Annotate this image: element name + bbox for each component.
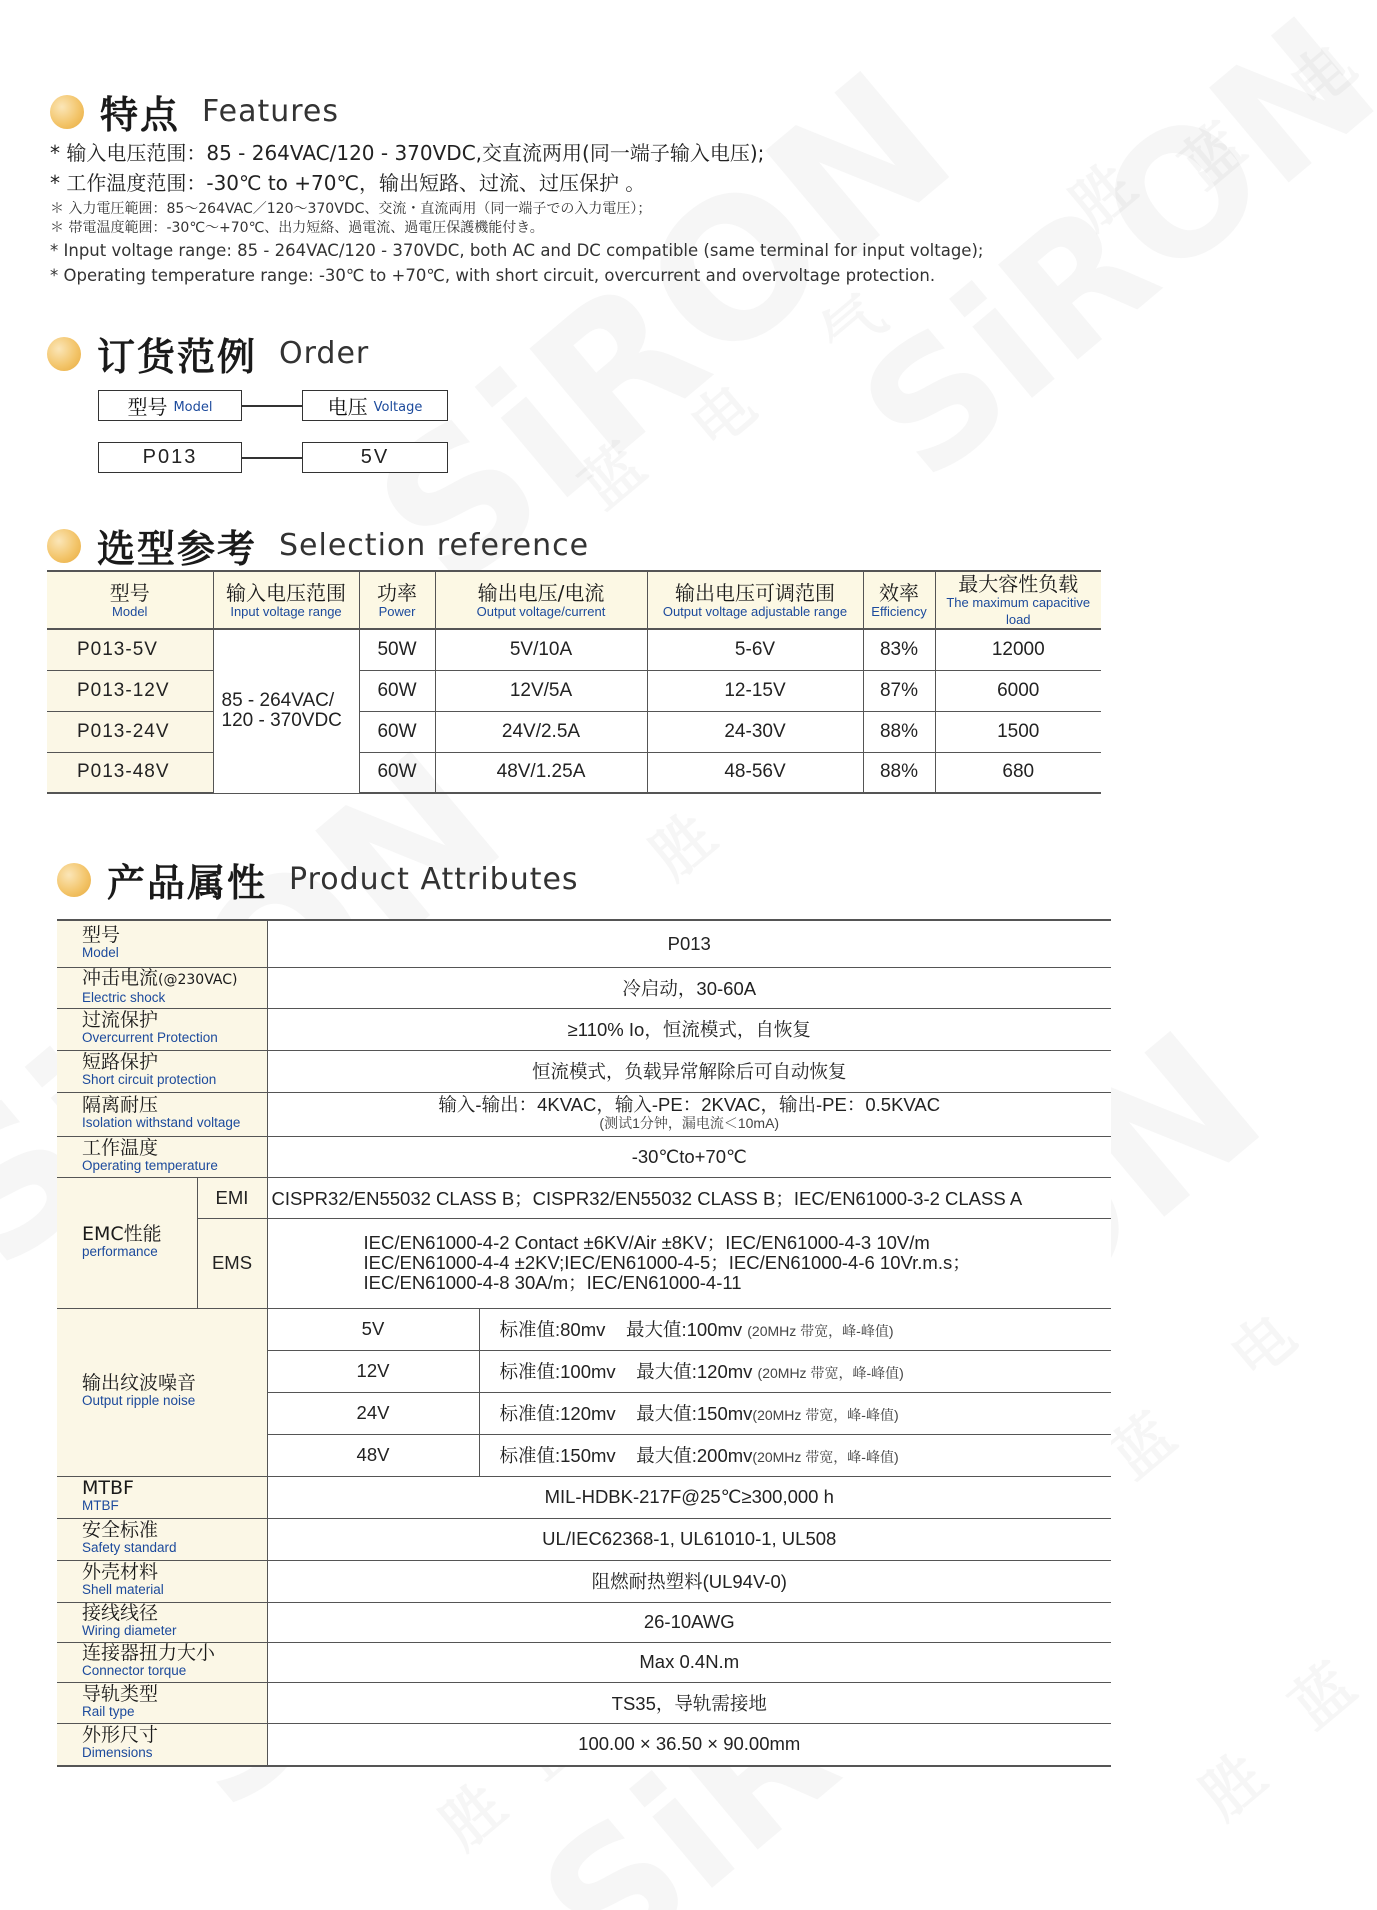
watermark-char bbox=[629, 791, 730, 895]
order-voltage-label-en: Voltage bbox=[373, 400, 423, 415]
attr-value: ≥110% Io，恒流模式，自恢复 bbox=[267, 1008, 1111, 1050]
attributes-table bbox=[57, 919, 1111, 1767]
features-heading bbox=[50, 84, 339, 139]
cell-power: 60W bbox=[359, 711, 435, 752]
cell-input-range: 85 - 264VAC/ 120 - 370VDC bbox=[213, 629, 359, 793]
feature-line: * 工作温度范围：-30℃ to +70℃，输出短路、过流、过压保护 。 bbox=[50, 171, 646, 195]
attributes-title-cn: 产品属性 bbox=[107, 861, 268, 905]
cell-model: P013-48V bbox=[47, 752, 213, 793]
section-bullet-icon bbox=[50, 95, 84, 129]
order-voltage-value-box: 5V bbox=[302, 442, 448, 473]
order-voltage-label-cn: 电压 bbox=[327, 395, 368, 419]
cell-adjust: 5-6V bbox=[647, 629, 863, 670]
cell-power: 60W bbox=[359, 670, 435, 711]
order-title-en: Order bbox=[279, 336, 370, 371]
cell-adjust: 48-56V bbox=[647, 752, 863, 793]
attr-label: 短路保护 Short circuit protection bbox=[57, 1050, 267, 1092]
cell-model: P013-24V bbox=[47, 711, 213, 752]
col-header-adjust: 输出电压可调范围 Output voltage adjustable range bbox=[647, 571, 863, 629]
cell-adjust: 24-30V bbox=[647, 711, 863, 752]
attr-row-isolation bbox=[57, 1092, 1111, 1136]
attr-row-mtbf bbox=[57, 1476, 1111, 1518]
table-row bbox=[47, 670, 1101, 711]
selection-header-row bbox=[47, 571, 1101, 629]
cell-efficiency: 87% bbox=[863, 670, 935, 711]
attr-row-dimensions bbox=[57, 1723, 1111, 1766]
attr-label: 安全标准 Safety standard bbox=[57, 1518, 267, 1560]
attr-row-temp bbox=[57, 1136, 1111, 1177]
col-header-capload: 最大容性负载 The maximum capacitive load bbox=[935, 571, 1101, 629]
cell-output: 12V/5A bbox=[435, 670, 647, 711]
ripple-values: 标准值:150mv 最大值:200mv(20MHz 带宽，峰-峰值) bbox=[479, 1434, 1111, 1476]
watermark-char bbox=[559, 421, 660, 525]
order-connector-line bbox=[242, 457, 302, 459]
ripple-values: 标准值:80mv 最大值:100mv (20MHz 带宽，峰-峰值) bbox=[479, 1308, 1111, 1350]
attributes-heading bbox=[57, 852, 579, 907]
attr-row-inrush bbox=[57, 967, 1111, 1008]
ripple-voltage: 24V bbox=[267, 1392, 479, 1434]
ripple-row bbox=[57, 1308, 1111, 1350]
watermark-char bbox=[419, 1761, 520, 1865]
ems-value: IEC/EN61000-4-2 Contact ±6KV/Air ±8KV；IEC/EN61000-4-3 10V/m IEC/EN61000-4-4 ±2KV;IEC/EN61000-4-5；IEC/EN61000-4-6 10Vr.m.s； IEC/EN61000-4-8 30A/m；IEC/EN61000-4-11 bbox=[267, 1218, 1111, 1308]
feature-line-en: * Operating temperature range: -30℃ to +70℃, with short circuit, overcurrent and overvoltage protection. bbox=[50, 266, 936, 285]
watermark-char bbox=[1269, 21, 1370, 125]
watermark-char bbox=[1269, 1641, 1370, 1745]
cell-capload: 1500 bbox=[935, 711, 1101, 752]
attr-value: 恒流模式，负载异常解除后可自动恢复 bbox=[267, 1050, 1111, 1092]
order-heading bbox=[47, 326, 369, 381]
col-header-model: 型号 Model bbox=[47, 571, 213, 629]
attr-label: 工作温度 Operating temperature bbox=[57, 1136, 267, 1177]
attr-label: 连接器扭力大小 Connector torque bbox=[57, 1642, 267, 1682]
ripple-values: 标准值:120mv 最大值:150mv(20MHz 带宽，峰-峰值) bbox=[479, 1392, 1111, 1434]
cell-output: 48V/1.25A bbox=[435, 752, 647, 793]
cell-adjust: 12-15V bbox=[647, 670, 863, 711]
order-model-value-box: P013 bbox=[98, 442, 242, 473]
attr-row-torque bbox=[57, 1642, 1111, 1682]
col-header-efficiency: 效率 Efficiency bbox=[863, 571, 935, 629]
cell-efficiency: 88% bbox=[863, 711, 935, 752]
attr-row-overcurrent bbox=[57, 1008, 1111, 1050]
order-model-label-box bbox=[98, 390, 242, 421]
attr-label: 型号 Model bbox=[57, 920, 267, 967]
cell-model: P013-12V bbox=[47, 670, 213, 711]
cell-output: 24V/2.5A bbox=[435, 711, 647, 752]
cell-efficiency: 88% bbox=[863, 752, 935, 793]
attr-value: UL/IEC62368-1, UL61010-1, UL508 bbox=[267, 1518, 1111, 1560]
attr-value: -30℃to+70℃ bbox=[267, 1136, 1111, 1177]
attr-row-model bbox=[57, 920, 1111, 967]
table-row bbox=[47, 629, 1101, 670]
features-title-en: Features bbox=[202, 94, 340, 129]
ripple-voltage: 12V bbox=[267, 1350, 479, 1392]
attr-value: Max 0.4N.m bbox=[267, 1642, 1111, 1682]
attr-value: TS35，导轨需接地 bbox=[267, 1682, 1111, 1723]
col-header-input: 输入电压范围 Input voltage range bbox=[213, 571, 359, 629]
order-connector-line bbox=[242, 405, 302, 407]
attr-label-emc: EMC性能 performance bbox=[57, 1177, 197, 1308]
order-voltage-label-box bbox=[302, 390, 448, 421]
features-title-cn: 特点 bbox=[100, 93, 181, 137]
cell-output: 5V/10A bbox=[435, 629, 647, 670]
watermark-char bbox=[1179, 1731, 1280, 1835]
attr-label: 过流保护 Overcurrent Protection bbox=[57, 1008, 267, 1050]
selection-title-en: Selection reference bbox=[279, 528, 590, 563]
feature-line-jp: ＊ 帯電温度範囲：-30℃～+70℃、出力短絡、過電流、過電圧保護機能付き。 bbox=[50, 220, 544, 236]
section-bullet-icon bbox=[47, 529, 81, 563]
feature-line: * 输入电压范围：85 - 264VAC/120 - 370VDC,交直流两用(同一端子输入电压); bbox=[50, 141, 765, 165]
order-model-label-cn: 型号 bbox=[127, 395, 168, 419]
attr-value: 冷启动，30-60A bbox=[267, 967, 1111, 1008]
attr-row-wiring bbox=[57, 1602, 1111, 1642]
attr-row-ems bbox=[57, 1218, 1111, 1308]
feature-line-en: * Input voltage range: 85 - 264VAC/120 - 370VDC, both AC and DC compatible (same terminal for input voltage); bbox=[50, 241, 984, 260]
cell-power: 50W bbox=[359, 629, 435, 670]
cell-capload: 680 bbox=[935, 752, 1101, 793]
attr-row-short bbox=[57, 1050, 1111, 1092]
selection-title-cn: 选型参考 bbox=[97, 527, 258, 571]
order-model-label-en: Model bbox=[173, 400, 213, 415]
ripple-values: 标准值:100mv 最大值:120mv (20MHz 带宽，峰-峰值) bbox=[479, 1350, 1111, 1392]
cell-power: 60W bbox=[359, 752, 435, 793]
attr-row-shell bbox=[57, 1560, 1111, 1602]
attr-row-safety bbox=[57, 1518, 1111, 1560]
attr-label: 接线线径 Wiring diameter bbox=[57, 1602, 267, 1642]
attributes-title-en: Product Attributes bbox=[289, 862, 579, 897]
watermark-char bbox=[1159, 101, 1260, 205]
ripple-voltage: 5V bbox=[267, 1308, 479, 1350]
attr-value: MIL-HDBK-217F@25℃≥300,000 h bbox=[267, 1476, 1111, 1518]
ripple-voltage: 48V bbox=[267, 1434, 479, 1476]
attr-value: 阻燃耐热塑料(UL94V-0) bbox=[267, 1560, 1111, 1602]
section-bullet-icon bbox=[47, 337, 81, 371]
attr-label: 外壳材料 Shell material bbox=[57, 1560, 267, 1602]
cell-capload: 12000 bbox=[935, 629, 1101, 670]
attr-row-rail bbox=[57, 1682, 1111, 1723]
watermark-char bbox=[669, 361, 770, 465]
feature-line-jp: ＊ 入力電圧範囲：85～264VAC／120～370VDC、交流・直流両用（同一端子での入力電圧）； bbox=[50, 201, 652, 217]
cell-efficiency: 83% bbox=[863, 629, 935, 670]
attr-row-emi bbox=[57, 1177, 1111, 1218]
attr-value: 输入-输出：4KVAC，输入-PE：2KVAC，输出-PE：0.5KVAC (测试1分钟，漏电流＜10mA) bbox=[267, 1092, 1111, 1136]
attr-value: 100.00 × 36.50 × 90.00mm bbox=[267, 1723, 1111, 1766]
attr-value: 26-10AWG bbox=[267, 1602, 1111, 1642]
col-header-power: 功率 Power bbox=[359, 571, 435, 629]
watermark-char bbox=[1209, 1291, 1310, 1395]
watermark-char bbox=[1049, 141, 1150, 245]
order-title-cn: 订货范例 bbox=[97, 335, 258, 379]
attr-label: 冲击电流(@230VAC) Electric shock bbox=[57, 967, 267, 1008]
ems-label: EMS bbox=[197, 1218, 267, 1308]
cell-model: P013-5V bbox=[47, 629, 213, 670]
attr-label: 隔离耐压 Isolation withstand voltage bbox=[57, 1092, 267, 1136]
section-bullet-icon bbox=[57, 863, 91, 897]
selection-heading bbox=[47, 518, 589, 573]
selection-table bbox=[47, 570, 1101, 794]
emi-value: CISPR32/EN55032 CLASS B；CISPR32/EN55032 CLASS B；IEC/EN61000-3-2 CLASS A bbox=[267, 1177, 1111, 1218]
cell-capload: 6000 bbox=[935, 670, 1101, 711]
emi-label: EMI bbox=[197, 1177, 267, 1218]
features-list bbox=[50, 138, 983, 288]
attr-value: P013 bbox=[267, 920, 1111, 967]
table-row bbox=[47, 752, 1101, 793]
col-header-output: 输出电压/电流 Output voltage/current bbox=[435, 571, 647, 629]
attr-label: MTBF MTBF bbox=[57, 1476, 267, 1518]
attr-label-ripple: 输出纹波噪音 Output ripple noise bbox=[57, 1308, 267, 1476]
attr-label: 外形尺寸 Dimensions bbox=[57, 1723, 267, 1766]
table-row bbox=[47, 711, 1101, 752]
attr-label: 导轨类型 Rail type bbox=[57, 1682, 267, 1723]
